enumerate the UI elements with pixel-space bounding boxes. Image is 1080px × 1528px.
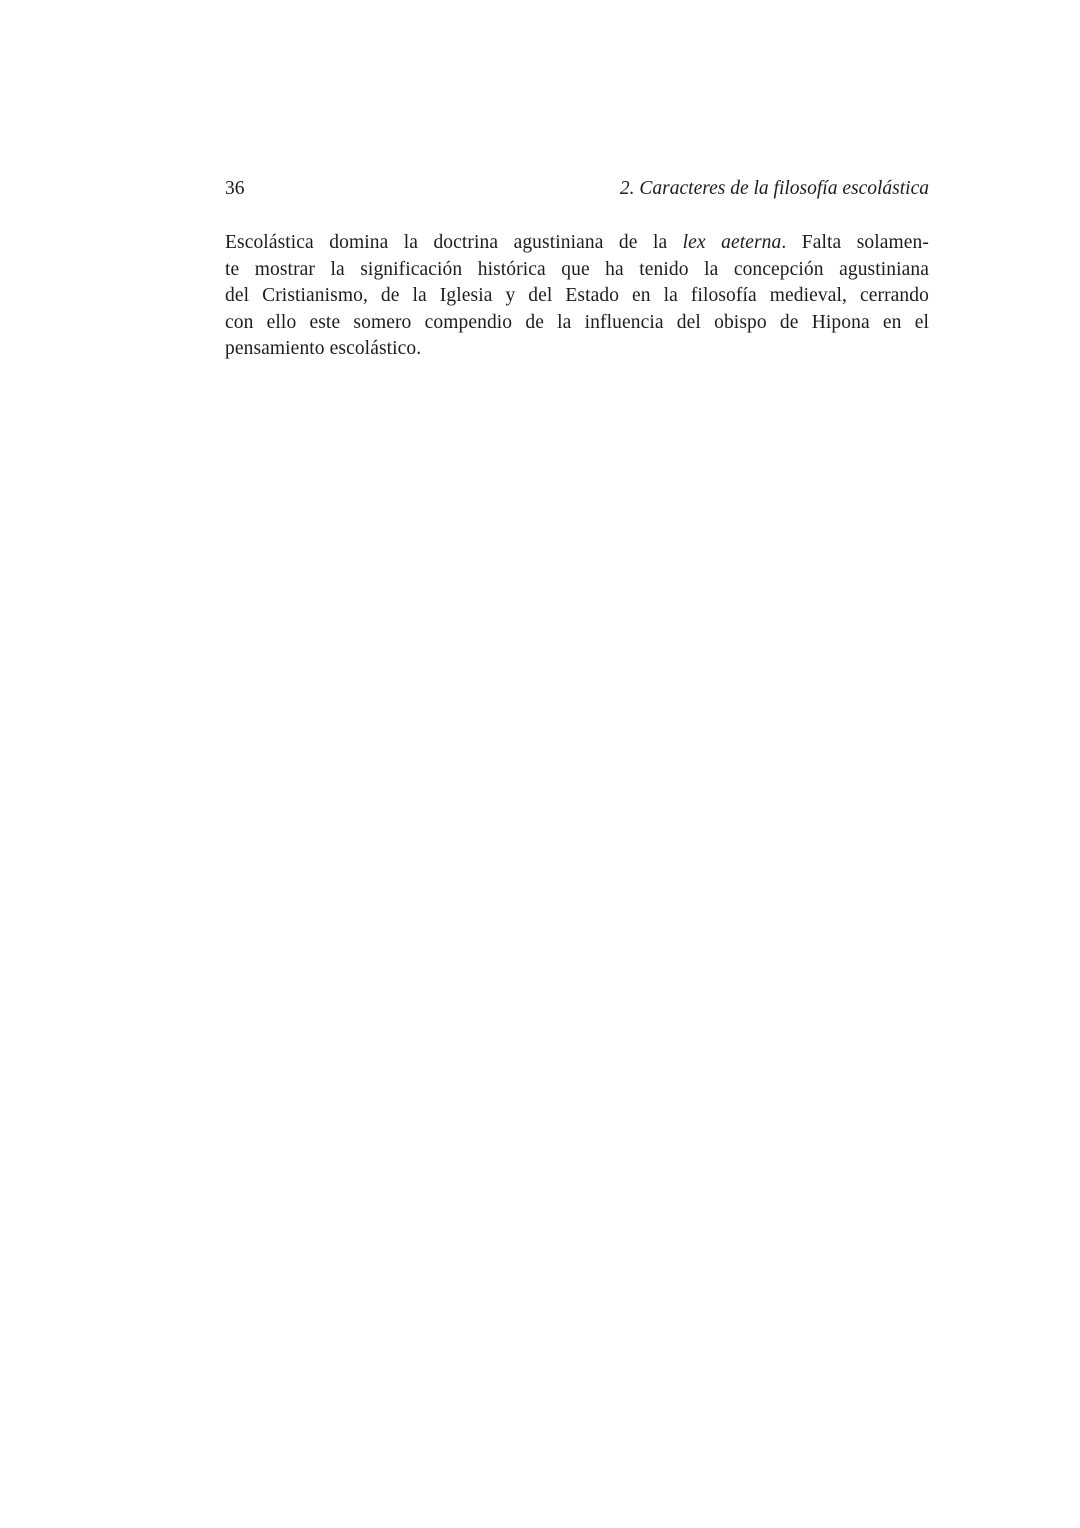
body-paragraph	[225, 230, 929, 363]
page-header	[225, 176, 929, 202]
running-header: 2. Caracteres de la filosofía escolástica	[619, 178, 929, 199]
page-content	[225, 176, 929, 363]
paragraph-line1-italic: lex aeterna	[682, 232, 782, 253]
page-number: 36	[225, 178, 245, 199]
paragraph-line1-post: . Falta solamen-	[781, 232, 929, 253]
paragraph-line: te mostrar la significación histórica que ha tenido la concepción agustiniana	[225, 258, 929, 280]
paragraph-line1-pre: Escolástica domina la doctrina agustiniana de la	[225, 232, 668, 253]
paragraph-line: del Cristianismo, de la Iglesia y del Estado en la filosofía medieval, cerrando	[225, 285, 929, 306]
paragraph-line	[225, 230, 929, 257]
paragraph-line: pensamiento escolástico.	[225, 338, 422, 359]
paragraph-line: con ello este somero compendio de la influencia del obispo de Hipona en el	[225, 311, 929, 333]
